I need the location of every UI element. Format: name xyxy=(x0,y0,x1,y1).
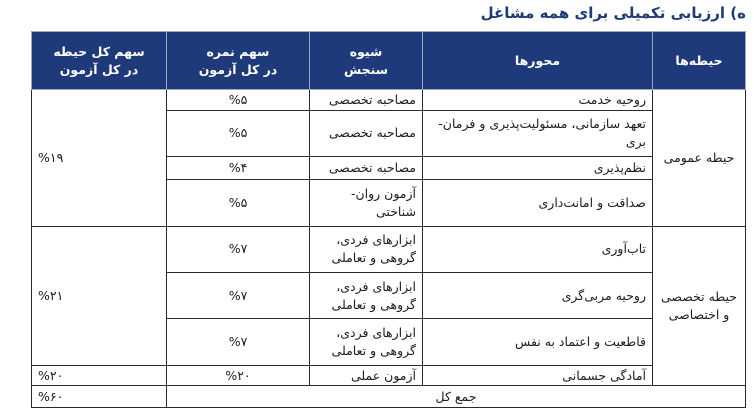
score-cell: %۵ xyxy=(167,179,310,226)
method-cell: آزمون روان-شناختی xyxy=(310,179,423,226)
axis-cell: تعهد سازمانی، مسئولیت‌پذیری و فرمان-بری xyxy=(423,110,653,156)
axis-cell: آمادگی جسمانی xyxy=(423,365,653,386)
evaluation-table xyxy=(31,31,746,408)
method-cell: مصاحبه تخصصی xyxy=(310,110,423,156)
method-cell: ابزارهای فردی، گروهی و تعاملی xyxy=(310,319,423,365)
header-score xyxy=(167,32,310,90)
score-cell: %۵ xyxy=(167,90,310,111)
axis-cell: تاب‌آوری xyxy=(423,226,653,272)
score-cell: %۷ xyxy=(167,226,310,272)
score-cell: %۵ xyxy=(167,110,310,156)
domain-general: حیطه عمومی xyxy=(653,90,746,227)
domain-specialized: حیطه تخصصی و اختصاصی xyxy=(653,226,746,385)
method-cell: آزمون عملی xyxy=(310,365,423,386)
header-score-line1: سهم نمره xyxy=(206,43,270,59)
share-physical: %۲۰ xyxy=(32,365,167,386)
share-general: %۱۹ xyxy=(32,90,167,227)
header-share-line2: در کل آزمون xyxy=(59,61,139,77)
table-header-row xyxy=(32,32,746,90)
axis-cell: قاطعیت و اعتماد به نفس xyxy=(423,319,653,365)
score-cell: %۷ xyxy=(167,273,310,319)
score-cell: %۴ xyxy=(167,156,310,179)
header-score-line2: در کل آزمون xyxy=(198,61,278,77)
total-value: %۶۰ xyxy=(32,386,167,408)
total-row xyxy=(32,386,746,408)
score-cell: %۲۰ xyxy=(167,365,310,386)
method-cell: مصاحبه تخصصی xyxy=(310,90,423,111)
total-label: جمع کل xyxy=(167,386,746,408)
table-row xyxy=(32,365,746,386)
method-cell: ابزارهای فردی، گروهی و تعاملی xyxy=(310,226,423,272)
header-axes: محورها xyxy=(423,32,653,90)
page-heading: ه) ارزیابی تکمیلی برای همه مشاغل xyxy=(480,4,746,22)
table-row xyxy=(32,226,746,272)
header-domain: حیطه‌ها xyxy=(653,32,746,90)
header-method-line2: سنجش xyxy=(343,61,389,77)
header-share-line1: سهم کل حیطه xyxy=(53,43,145,59)
header-method xyxy=(310,32,423,90)
axis-cell: روحیه مربی‌گری xyxy=(423,273,653,319)
header-method-line1: شیوه xyxy=(349,43,383,59)
table-row xyxy=(32,90,746,111)
method-cell: مصاحبه تخصصی xyxy=(310,156,423,179)
share-specialized: %۲۱ xyxy=(32,226,167,365)
score-cell: %۷ xyxy=(167,319,310,365)
header-share xyxy=(32,32,167,90)
axis-cell: صداقت و امانت‌داری xyxy=(423,179,653,226)
axis-cell: نظم‌پذیری xyxy=(423,156,653,179)
axis-cell: روحیه خدمت xyxy=(423,90,653,111)
method-cell: ابزارهای فردی، گروهی و تعاملی xyxy=(310,273,423,319)
